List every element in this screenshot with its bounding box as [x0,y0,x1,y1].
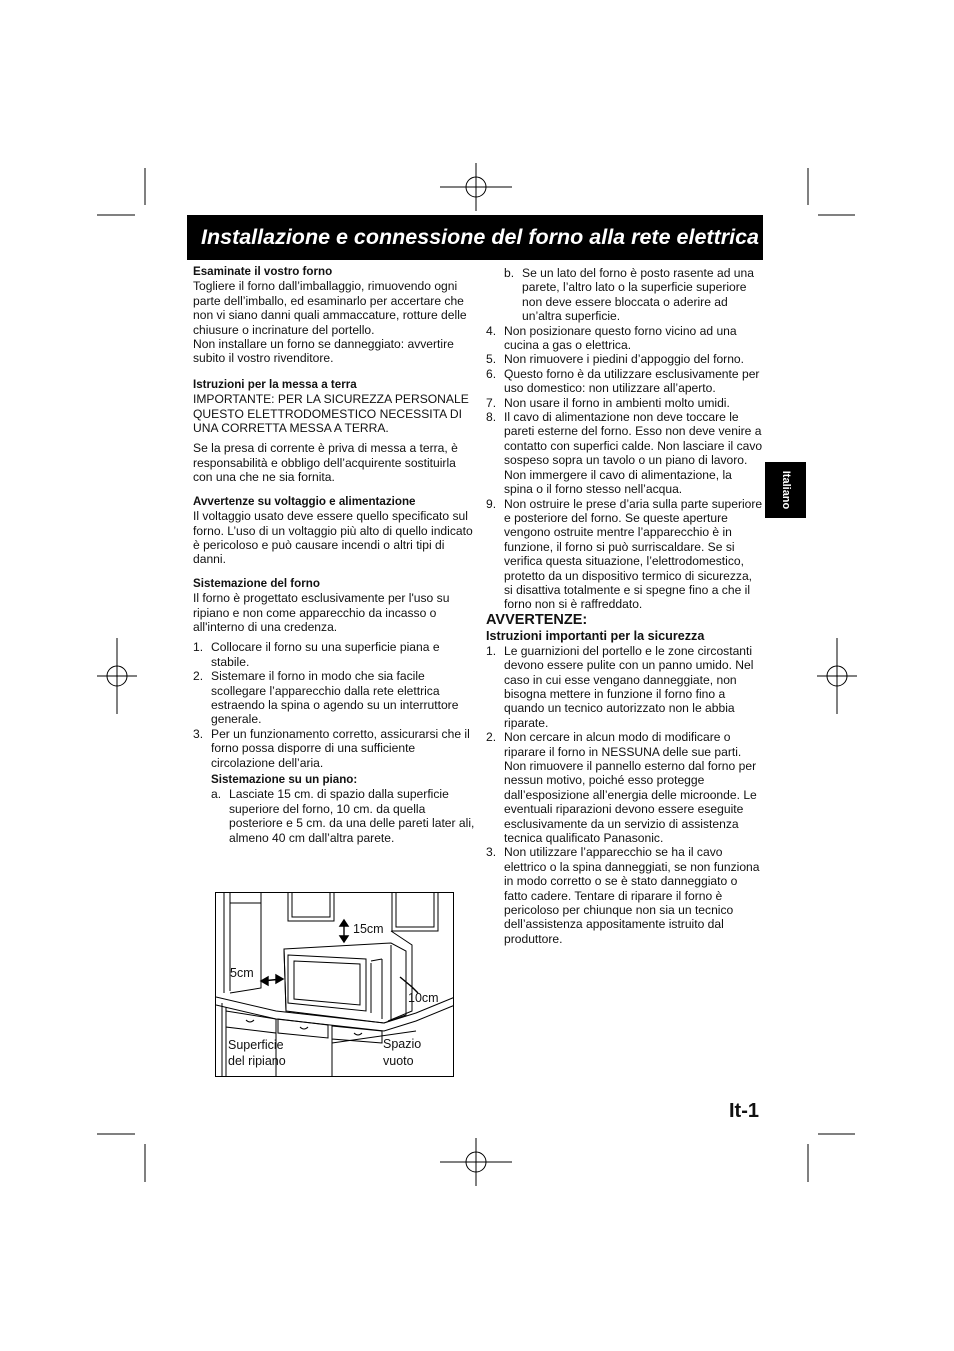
list-item [486,324,764,353]
page-title: Installazione e connessione del forno alla rete elettrica [201,225,759,249]
paragraph: Il voltaggio usato deve essere quello specificato sul forno. L’uso di un voltaggio più alto di quello indicato è pericoloso e può causare incendi o altri tipi di danni. [193,509,473,567]
left-column [193,265,475,845]
list-item [193,640,475,669]
list-item-number: 2. [486,730,497,745]
list-item-text: Questo forno è da utilizzare esclusivamente per uso domestico: non utilizzare all’aperto. [504,366,760,396]
paragraph: IMPORTANTE: PER LA SICUREZZA PERSONALE QUESTO ELETTRODOMESTICO NECESSITA DI UNA CORRETTA MESSA A TERRA. [193,392,469,436]
list-item [486,367,764,396]
warnings-list [486,644,764,947]
subsection-heading: Sistemazione su un piano: [211,773,358,786]
page-number: It-1 [729,1100,759,1122]
list-item-text: Non ostruire le prese d’aria sulla parte superiore e posteriore del forno. Se queste aperture vengono ostruite mentre l’apparecchio è in funzione, il forno si può surriscaldare. Se si verifica questa situazione, l’elettrodomestico, protetto da un dispositivo termico di sicurezza, si disattiva totalmente e si spegne fino a che il forno non si è raffreddato. [504,496,763,612]
section-heading: Esaminate il vostro forno [193,265,333,278]
section-heading: Avvertenze su voltaggio e alimentazione [193,494,416,508]
paragraph: Se la presa di corrente è priva di messa a terra, è responsabilità e obbligo dell’acquirente sostituirla con una che ne sia fornita. [193,441,458,485]
paragraph: Non installare un forno se danneggiato: avvertire subito il vostro rivenditore. [193,337,454,366]
list-item-text: Non rimuovere i piedini d’appoggio del forno. [504,352,745,367]
list-item-number: 3. [486,845,497,860]
label-5cm: 5cm [230,966,254,980]
right-column [486,266,764,946]
placement-list [193,640,475,845]
label-space-line2: vuoto [383,1054,414,1068]
sub-list-item-text: Se un lato del forno è posto rasente ad una parete, l’altro lato o la superficie superiore non deve essere bloccata o aderire ad un’altra superficie. [522,266,754,324]
list-item [486,730,764,845]
list-item [486,497,764,612]
list-item-number: 3. [193,726,204,741]
sub-list-item [504,266,764,324]
list-item-text: Non cercare in alcun modo di modificare o riparare il forno in NESSUNA delle sue parti. Non rimuovere il pannello esterno dal forno per nessun motivo, poiché esso protegge dall’esposizione all’energia delle microonde. Le eventuali riparazioni devono essere eseguite esclusivamente da un servizio di assistenza tecnica qualificato Panasonic. [504,730,757,846]
clearance-illustration [215,892,454,1077]
section-heading: Istruzioni per la messa a terra [193,377,357,391]
list-item-extra-text: Non immergere il cavo di alimentazione, la spina o il forno stesso nell’acqua. [504,467,732,497]
list-item [486,644,764,730]
sub-list-item [211,787,475,845]
list-item-text: Il cavo di alimentazione non deve toccare le pareti esterne del forno. Esso non deve venire a contatto con superfici calde. Non lasciare il cavo sospeso sopra un tavolo o un piano di lavoro. [504,410,763,468]
sub-list-item-letter: a. [211,787,222,802]
language-tab [765,462,806,518]
language-tab-label: Italiano [779,470,792,510]
list-item-number: 5. [486,352,497,367]
label-surface-line1: Superficie [228,1038,284,1052]
list-item [486,396,764,410]
list-item-number: 1. [193,640,204,655]
list-item-text: Collocare il forno su una superficie piana e stabile. [211,640,440,669]
list-item [486,410,764,496]
warnings-subheading: Istruzioni importanti per la sicurezza [486,628,705,643]
title-bar [187,215,763,260]
list-item-number: 4. [486,323,497,338]
list-item-number: 6. [486,366,497,381]
list-item-number: 9. [486,496,497,511]
placement-list-continued [486,324,764,612]
list-item [193,727,475,845]
section-heading: Sistemazione del forno [193,576,320,590]
sub-list-item-text: Lasciate 15 cm. di spazio dalla superficie superiore del forno, 10 cm. da quella posteriore e 5 cm. da una delle pareti later ali, almeno 40 cm dall’altra parete. [229,787,475,845]
sub-list-item-letter: b. [504,266,515,280]
list-item [193,669,475,727]
list-item [486,845,764,946]
warnings-heading: AVVERTENZE: [486,611,588,628]
label-15cm: 15cm [353,922,384,936]
paragraph: Il forno è progettato esclusivamente per l'uso su ripiano e non come apparecchio da incasso o all'interno di una credenza. [193,591,450,634]
list-item-number: 8. [486,410,497,425]
label-10cm: 10cm [408,991,439,1005]
list-item-number: 1. [486,643,497,658]
paragraph: Togliere il forno dall’imballaggio, rimuovendo ogni parte dell’imballo, ed esaminarlo per accertare che non vi siano danni quali ammaccature, rotture delle chiusure o incrinature del portello. [193,279,467,337]
list-item-text: Le guarnizioni del portello e le zone circostanti devono essere pulite con un panno umido. Nel caso in cui esse vengano danneggiate, non bisogna mettere in funzione il forno fino a quando un tecnico autorizzato non le abbia riparate. [504,643,754,730]
list-item-text: Non utilizzare l’apparecchio se ha il cavo elettrico o la spina danneggiati, se non funziona in modo corretto o se è stato danneggiato o fatto cadere. Tentare di riparare il forno è pericoloso per chiunque non sia un tecnico dell’assistenza appositamente istruito dal produttore. [504,845,760,946]
list-item-text: Sistemare il forno in modo che sia facile scollegare l’apparecchio dalla rete elettrica estraendo la spina o agendo su un interruttore generale. [211,669,459,727]
list-item [486,352,764,366]
list-item-number: 7. [486,395,497,410]
list-item-text: Non usare il forno in ambienti molto umidi. [504,395,730,410]
label-space-line1: Spazio [383,1037,422,1051]
list-item-text: Non posizionare questo forno vicino ad una cucina a gas o elettrica. [504,323,737,353]
label-surface-line2: del ripiano [228,1054,286,1068]
list-item-text: Per un funzionamento corretto, assicurarsi che il forno possa disporre di una sufficiente circolazione dell’aria. [211,726,470,770]
list-item-number: 2. [193,669,204,684]
